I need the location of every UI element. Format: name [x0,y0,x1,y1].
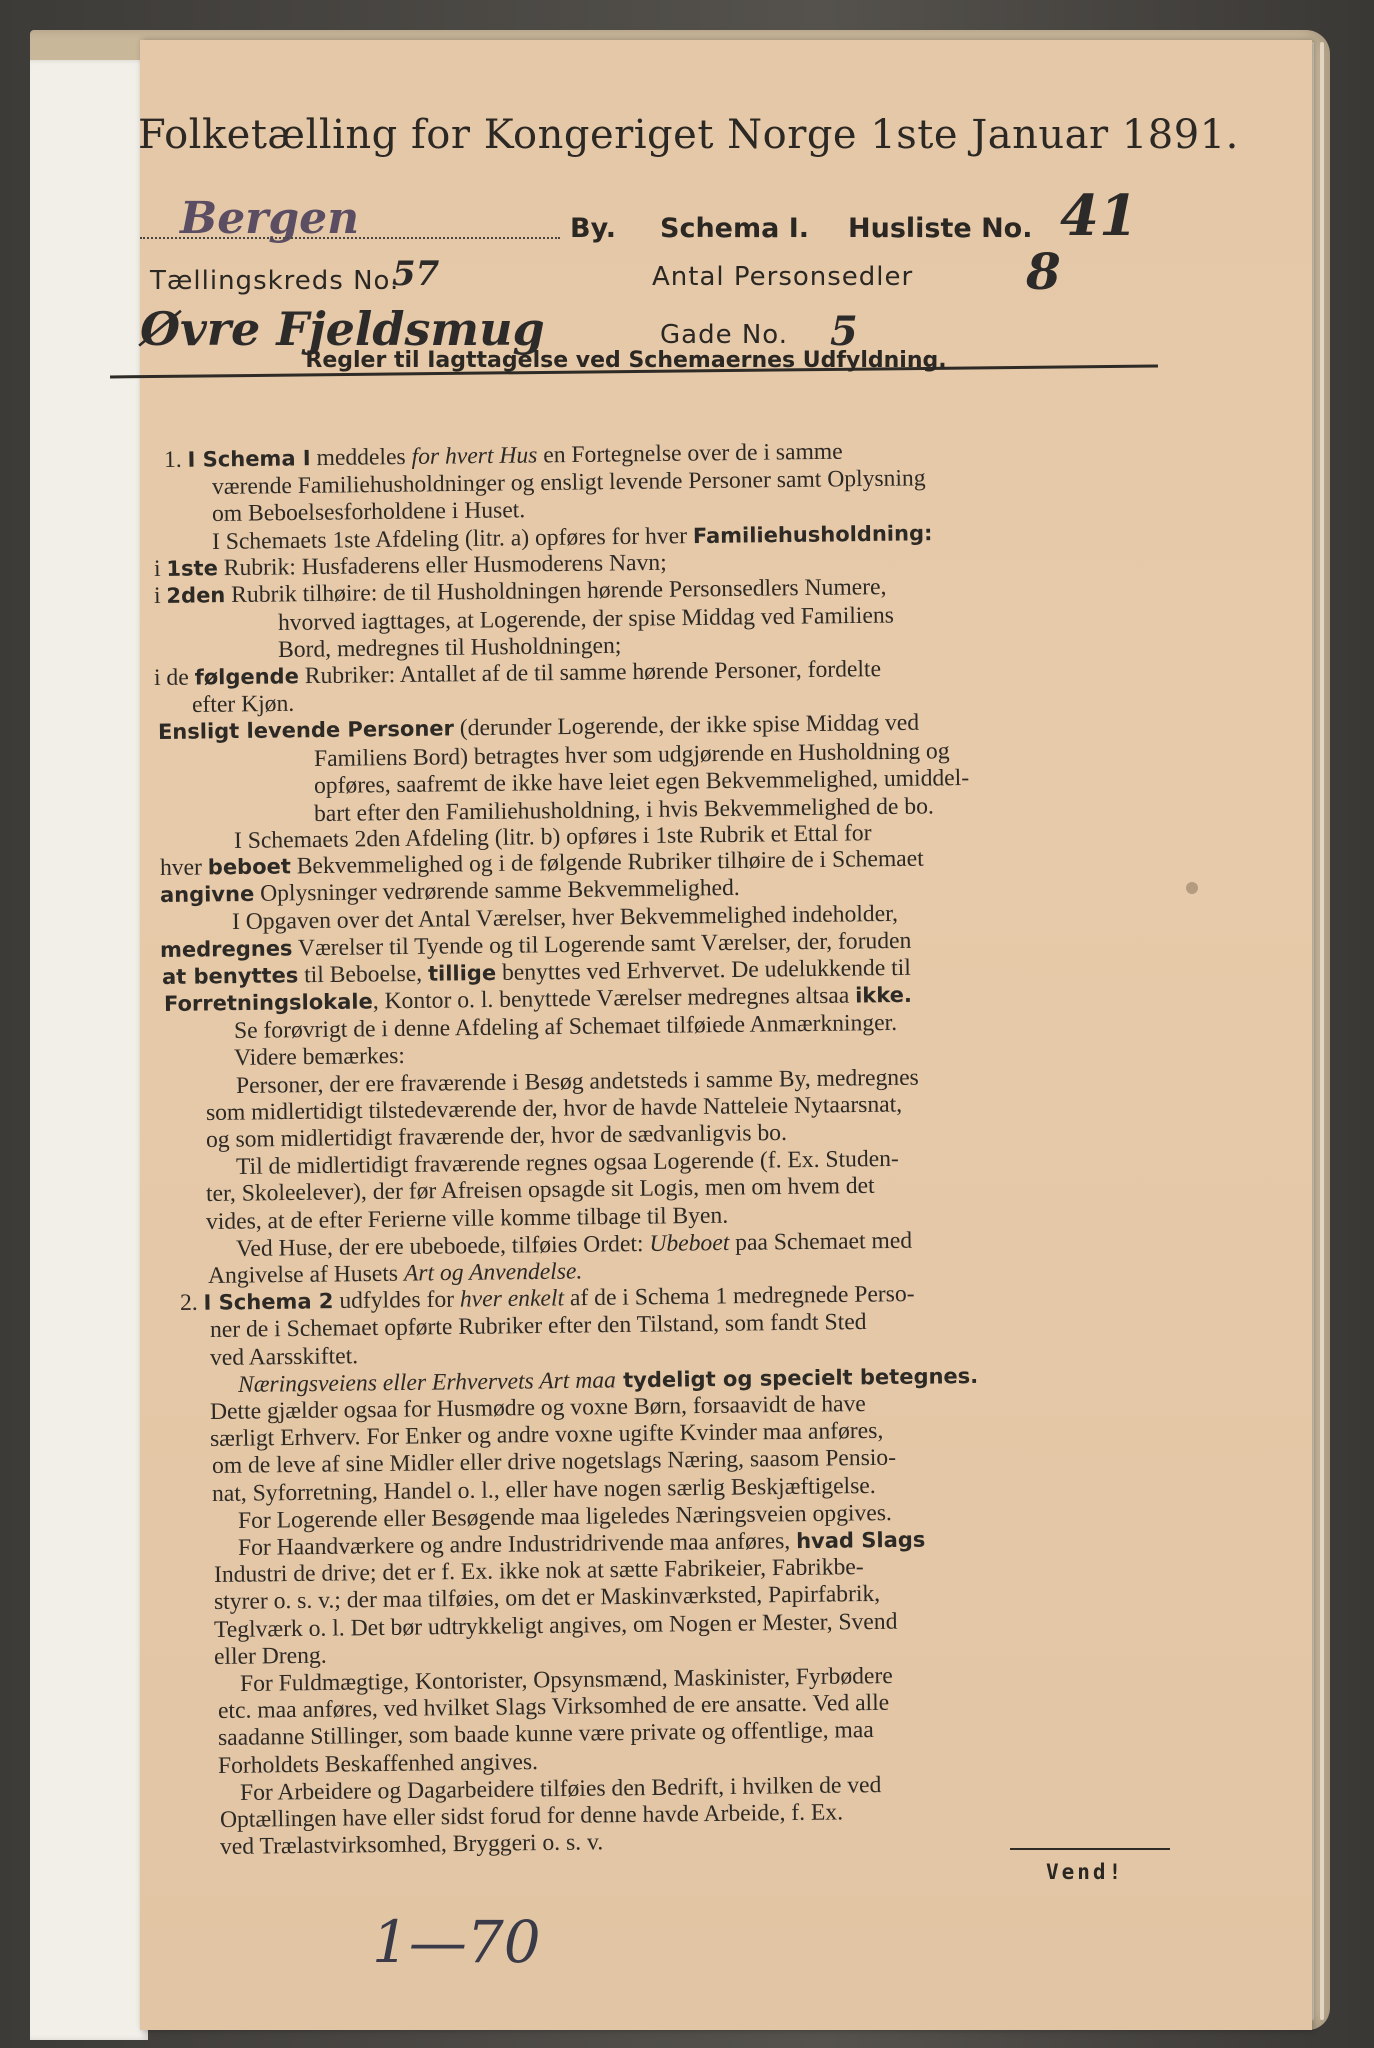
paper-speck [1186,882,1198,894]
rules-line: ved Trælastvirksomhed, Bryggeri o. s. v. [219,1829,604,1861]
schema-label: Schema I. [660,213,810,244]
rules-line: For Logerende eller Besøgende maa ligeledes Næringsveien opgives. [237,1499,892,1534]
rules-line: som midlertidigt tilstedeværende der, hvor de havde Natteleie Nytaarsnat, [205,1091,903,1126]
rules-line: i 2den Rubrik tilhøire: de til Husholdningen hørende Personsedlers Numere, [153,574,887,609]
vend-label: Vend! [1046,1860,1125,1884]
census-form-page: Folketælling for Kongeriget Norge 1ste Januar 1891. Bergen By. Schema I. Husliste No. 41 Tællingskreds No. 57 Antal Personsedler 8 Øvre Fjeldsmug Gade No. 5 Regler til Iagttagelse ved Schemaernes Udfyldning. 1. I Schema I meddeles for hvert Hus en Fortegnelse over de i samme værende Familiehusholdninger og ensligt levende Personer samt Oplysning om Beboelsesforholdene i Huset. I Schemaets 1ste Afdeling (litr. a) opføres for hver Familiehusholdning: i 1ste Rubrik: Husfaderens eller Husmoderens Navn; i 2den Rubrik tilhøire: de til Husholdningen hørende Personsedlers Numere, hvorved iagttages, at Logerende, der spise Middag ved Familiens Bord, medregnes til Husholdningen; i de følgende Rubriker: Antallet af de til samme hørende Personer, fordelte efter Kjøn. Ensligt levende Personer (derunder Logerende, der ikke spise Middag ved Familiens Bord) betragtes hver som udgjørende en Husholdning og opføres, saafremt de ikke have leiet egen Bekvemmelighed, umiddel- bart efter den Familiehusholdning, i hvis Bekvemmelighed de bo. I Schemaets 2den Afdeling (litr. b) opføres i 1ste Rubrik et Ettal for hver beboet Bekvemmelighed og i de følgende Rubriker tilhøire de i Schemaet angivne Oplysninger vedrørende samme Bekvemmelighed. I Opgaven over det Antal Værelser, hver Bekvemmelighed indeholder, medregnes Værelser til Tyende og til Logerende samt Værelser, der, foruden at benyttes til Beboelse, tillige benyttes ved Erhvervet. De udelukkende til Forretningslokale, Kontor o. l. benyttede Værelser medregnes altsaa ikke. Se forøvrigt de i denne Afdeling af Schemaet tilføiede Anmærkninger. Videre bemærkes: Personer, der ere fraværende i Besøg andetsteds i samme By, medregnes som midlertidigt tilstedeværende der, hvor de havde Natteleie Nytaarsnat, og som midlertidigt fraværende der, hvor de sædvanligvis bo. Til de midlertidigt fraværende regnes ogsaa Logerende (f. Ex. Studen- ter, Skoleelever), der før Afreisen opsagde sit Logis, men om hvem det vides, at de efter Ferierne ville komme tilbage til Byen. Ved Huse, der ere ubeboede, tilføies Ordet: Ubeboet paa Schemaet med Angivelse af Husets Art og Anvendelse. 2. I Schema 2 udfyldes for hver enkelt af de i Schema 1 medregnede Perso- ner de i Schemaet opførte Rubriker efter den Tilstand, som fandt Sted ved Aarsskiftet. Næringsveiens eller Erhvervets Art maa tydeligt og specielt betegnes. Dette gjælder ogsaa for Husmødre og voxne Børn, forsaavidt de have særligt Erhverv. For Enker og andre voxne ugifte Kvinder maa anføres, om de leve af sine Midler eller drive nogetslags Næring, saasom Pensio- nat, Syforretning, Handel o. l., eller have nogen særlig Beskjæftigelse. For Logerende eller Besøgende maa ligeledes Næringsveien opgives. For Haandværkere og andre Industridrivende maa anføres, hvad Slags Industri de drive; det er f. Ex. ikke nok at sætte Fabrikeier, Fabrikbe- styrer o. s. v.; der maa tilføies, om det er Maskinværksted, Papirfabrik, Teglværk o. l. Det bør udtrykkeligt angives, om Nogen er Mester, Svend eller Dreng. For Fuldmægtige, Kontorister, Opsynsmænd, Maskinister, Fyrbødere etc. maa anføres, ved hvilket Slags Virksomhed de ere ansatte. Ved alle saadanne Stillinger, som baade kunne være private og offentlige, maa Forholdets Beskaffenhed angives. For Arbeidere og Dagarbeidere tilføies den Bedrift, i hvilken de ved Optællingen have eller sidst forud for denne havde Arbeide, f. Ex. ved Trælastvirksomhed, Bryggeri o. s. v. Vend! 1—70 [140,40,1312,2030]
rules-line: I Schemaets 1ste Afdeling (litr. a) opføres for hver Familiehusholdning: [211,520,933,555]
gade-label: Gade No. [660,320,789,350]
rules-line: efter Kjøn. [191,690,295,718]
rules-line: vides, at de efter Ferierne ville komme tilbage til Byen. [205,1202,729,1235]
rules-line: ved Aarsskiftet. [209,1342,359,1371]
rules-line: Familiens Bord) betragtes hver som udgjørende en Husholdning og [313,738,950,773]
street-handwritten: Øvre Fjeldsmug [140,302,545,356]
rules-line: Forholdets Beskaffenhed angives. [217,1748,539,1779]
kreds-number: 57 [392,254,440,294]
personsedler-label: Antal Personsedler [652,262,914,292]
rules-line: Optællingen have eller sidst forud for denne havde Arbeide, f. Ex. [219,1799,844,1833]
rules-line: værende Familiehusholdninger og ensligt levende Personer samt Oplysning [211,465,926,501]
rules-line: Angivelse af Husets Art og Anvendelse. [207,1258,583,1289]
rules-line: Til de midlertidigt fraværende regnes ogsaa Logerende (f. Ex. Studen- [235,1146,899,1181]
rules-line: Ensligt levende Personer (derunder Logerende, der ikke spise Middag ved [157,709,920,744]
rules-line: bart efter den Familiehusholdning, i hvis Bekvemmelighed de bo. [313,793,934,827]
rules-line: Se forøvrigt de i denne Afdeling af Schemaet tilføiede Anmærkninger. [233,1010,898,1045]
kreds-label: Tællingskreds No. [150,266,400,296]
rules-line: I Opgaven over det Antal Værelser, hver Bekvemmelighed indeholder, [231,901,899,936]
rules-line: Videre bemærkes: [233,1043,406,1072]
personsedler-number: 8 [1026,242,1061,301]
rules-line: saadanne Stillinger, som baade kunne være private og offentlige, maa [217,1717,874,1752]
rules-line: om de leve af sine Midler eller drive nogetslags Næring, saasom Pensio- [211,1445,897,1480]
rules-line: Personer, der ere fraværende i Besøg andetsteds i samme By, medregnes [235,1064,919,1099]
rules-line: etc. maa anføres, ved hvilket Slags Virksomhed de ere ansatte. Ved alle [217,1689,890,1725]
bottom-handwritten-note: 1—70 [372,1908,541,1976]
rules-line: medregnes Værelser til Tyende og til Logerende samt Værelser, der, foruden [159,927,912,962]
husliste-label: Husliste No. [848,213,1033,244]
rules-line: i 1ste Rubrik: Husfaderens eller Husmoderens Navn; [153,549,667,582]
rules-line: For Arbeidere og Dagarbeidere tilføies den Bedrift, i hvilken de ved [239,1771,882,1806]
rules-line: For Fuldmægtige, Kontorister, Opsynsmænd, Maskinister, Fyrbødere [239,1663,893,1697]
rules-line: angivne Oplysninger vedrørende samme Bekvemmelighed. [159,875,740,908]
rules-line: I Schemaets 2den Afdeling (litr. b) opføres i 1ste Rubrik et Ettal for [233,820,872,854]
rules-line: Forretningslokale, Kontor o. l. benyttede Værelser medregnes altsaa ikke. [163,982,913,1016]
rules-line: og som midlertidigt fraværende der, hvor de sædvanligvis bo. [205,1119,788,1153]
vend-rule [1010,1848,1170,1850]
by-label: By. [570,213,616,244]
rules-line: særligt Erhverv. For Enker og andre voxne ugifte Kvinder maa anføres, [209,1417,884,1453]
gade-number: 5 [830,308,858,355]
rules-line: om Beboelsesforholdene i Huset. [211,497,526,528]
rules-heading: Regler til Iagttagelse ved Schemaernes Udfyldning. [305,348,947,373]
rules-line: styrer o. s. v.; der maa tilføies, om det er Maskinværksted, Papirfabrik, [213,1581,881,1616]
rules-line: hvorved iagttages, at Logerende, der spise Middag ved Familiens [277,602,895,637]
rules-line: eller Dreng. [213,1642,327,1670]
rules-line: opføres, saafremt de ikke have leiet egen Bekvemmelighed, umiddel- [313,765,970,800]
husliste-number: 41 [1060,183,1138,249]
rules-line: ter, Skoleelever), der før Afreisen opsagde sit Logis, men om hvem det [205,1173,875,1208]
rules-line: Dette gjælder ogsaa for Husmødre og voxne Børn, forsaavidt de have [209,1390,866,1425]
rules-line: 2. I Schema 2 udfyldes for hver enkelt af de i Schema 1 medregnede Perso- [179,1281,915,1317]
header-row-1 [140,183,1312,255]
city-handwritten: Bergen [180,193,360,244]
rules-line: Næringsveiens eller Erhvervets Art maa tydeligt og specielt betegnes. [237,1363,979,1398]
rules-line: Industri de drive; det er f. Ex. ikke nok at sætte Fabrikeier, Fabrikbe- [213,1554,864,1589]
rules-line: Bord, medregnes til Husholdningen; [277,633,622,664]
rules-line: hver beboet Bekvemmelighed og i de følgende Rubriker tilhøire de i Schemaet [159,845,924,881]
rules-line: Teglværk o. l. Det bør udtrykkeligt angives, om Nogen er Mester, Svend [213,1608,898,1643]
rules-line: at benyttes til Beboelse, tillige benyttes ved Erhvervet. De udelukkende til [161,954,911,989]
rules-line: 1. I Schema I meddeles for hvert Hus en Fortegnelse over de i samme [163,438,843,473]
rules-line: Ved Huse, der ere ubeboede, tilføies Ordet: Ubeboet paa Schemaet med [235,1227,913,1262]
rules-line: For Haandværkere og andre Industridrivende maa anføres, hvad Slags [237,1527,926,1561]
rules-line: ner de i Schemaet opførte Rubriker efter den Tilstand, som fandt Sted [209,1309,867,1344]
rules-line: i de følgende Rubriker: Antallet af de til samme hørende Personer, fordelte [153,655,882,691]
rules-line: nat, Syforretning, Handel o. l., eller have nogen særlig Beskjæftigelse. [211,1472,876,1507]
header-row-2 [140,242,1312,308]
